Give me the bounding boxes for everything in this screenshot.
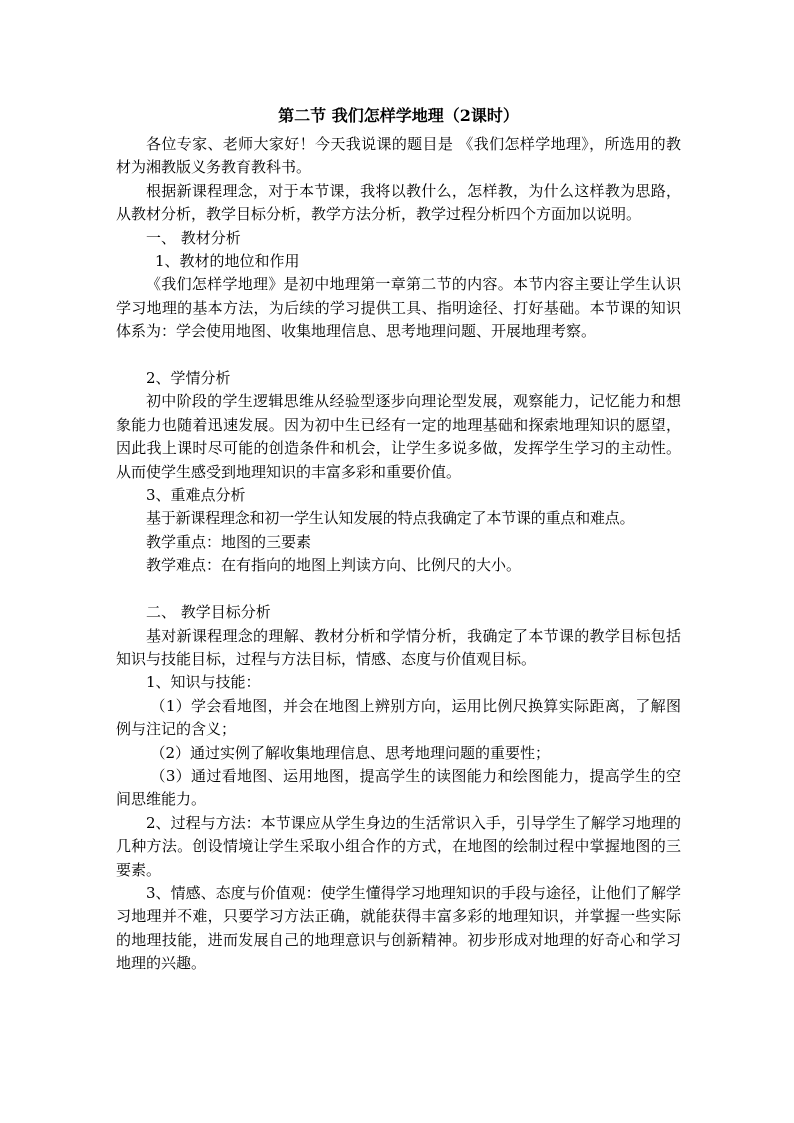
approach-paragraph: 根据新课程理念，对于本节课，我将以教什么，怎样教，为什么这样教为思路，从教材分析，教学目标分析，教学方法分析，教学过程分析四个方面加以说明。 — [116, 181, 681, 224]
subheading-knowledge-skills: 1、知识与技能： — [146, 673, 261, 692]
position-role-paragraph: 《我们怎样学地理》是初中地理第一章第二节的内容。本节内容主要让学生认识学习地理的基本方法，为后续的学习提供工具、指明途径、打好基础。本节课的知识体系为：学会使用地图、收集地理信息、思考地理问题、开展地理考察。 — [116, 275, 681, 341]
subheading-student-analysis: 2、学情分析 — [146, 369, 231, 388]
section-heading-textbook-analysis: 一、 教材分析 — [146, 228, 241, 247]
process-methods-paragraph: 2、过程与方法：本节课应从学生身边的生活常识入手，引导学生了解学习地理的几种方法。创设情境让学生采取小组合作的方式，在地图的绘制过程中掌握地图的三要素。 — [116, 813, 681, 879]
intro-paragraph: 各位专家、老师大家好！今天我说课的题目是 《我们怎样学地理》，所选用的教材为湘教版义务教育教科书。 — [116, 135, 681, 177]
document-page — [116, 103, 681, 976]
emotion-attitude-values-paragraph: 3、情感、态度与价值观：使学生懂得学习地理知识的手段与途径，让他们了解学习地理并不难，只要学习方法正确，就能获得丰富多彩的地理知识，并掌握一些实际的地理技能，进而发展自己的地理意识与创新精神。初步形成对地理的好奇心和学习地理的兴趣。 — [116, 883, 681, 973]
teaching-difficult-point: 教学难点：在有指向的地图上判读方向、比例尺的大小。 — [146, 556, 522, 575]
knowledge-item-3: （3）通过看地图、运用地图，提高学生的读图能力和绘图能力，提高学生的空间思维能力。 — [116, 766, 681, 809]
document-title: 第二节 我们怎样学地理（2课时） — [278, 106, 519, 125]
knowledge-item-2: （2）通过实例了解收集地理信息、思考地理问题的重要性； — [150, 743, 551, 762]
subheading-key-difficult-points: 3、重难点分析 — [146, 486, 246, 505]
objectives-intro-paragraph: 基对新课程理念的理解、教材分析和学情分析，我确定了本节课的教学目标包括知识与技能目标，过程与方法目标，情感、态度与价值观目标。 — [116, 626, 681, 668]
student-analysis-paragraph: 初中阶段的学生逻辑思维从经验型逐步向理论型发展，观察能力，记忆能力和想象能力也随着迅速发展。因为初中生已经有一定的地理基础和探索地理知识的愿望，因此我上课时尽可能的创造条件和机会，让学生多说多做，发挥学生学习的主动性。从而使学生感受到地理知识的丰富多彩和重要价值。 — [116, 392, 681, 481]
key-difficult-intro: 基于新课程理念和初一学生认知发展的特点我确定了本节课的重点和难点。 — [146, 509, 635, 528]
section-heading-teaching-objectives: 二、 教学目标分析 — [146, 603, 271, 622]
teaching-key-point: 教学重点：地图的三要素 — [146, 532, 312, 551]
knowledge-item-1: （1）学会看地图，并会在地图上辨别方向，运用比例尺换算实际距离，了解图例与注记的含义； — [116, 696, 681, 739]
subheading-position-role: 1、教材的地位和作用 — [155, 252, 300, 271]
